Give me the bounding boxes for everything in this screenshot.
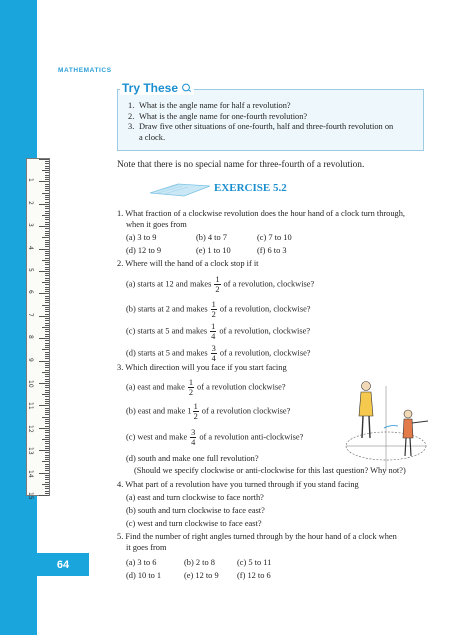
ruler-tick (39, 271, 49, 272)
ruler-tick (42, 394, 49, 395)
question-2: 2. Where will the hand of a clock stop if it (117, 259, 259, 268)
ruler-tick (45, 414, 49, 415)
q3-option-c: (c) west and make $\frac{3}{4}$ of a revolution anti-clockwise? (126, 428, 304, 447)
exercise-title: EXERCISE 5.2 (214, 182, 287, 194)
ruler-tick (45, 186, 49, 187)
q3-option-b: (b) east and make 1 $\frac{1}{2}$ of a revolution clockwise? (126, 402, 291, 421)
ruler-tick (45, 358, 49, 359)
ruler-tick (45, 222, 49, 223)
ruler-tick (45, 161, 49, 162)
ruler-tick (42, 193, 49, 194)
ruler-tick (45, 468, 49, 469)
q3-option-a: (a) east and make $\frac{1}{2}$ of a revolution clockwise? (126, 378, 286, 397)
ruler-number: 14 (27, 469, 34, 478)
try-these-list (128, 101, 424, 144)
ruler-tick (45, 224, 49, 225)
ruler-tick (45, 443, 49, 444)
ruler-tick (45, 246, 49, 247)
ruler-tick (42, 372, 49, 373)
ruler-tick (42, 349, 49, 350)
q2-option-b: (b) starts at 2 and makes $\frac{1}{2}$ of a revolution, clockwise? (126, 300, 311, 319)
ruler-tick (42, 461, 49, 462)
ruler-number: 6 (27, 290, 34, 295)
ruler-tick (45, 208, 49, 209)
ruler-tick (45, 179, 49, 180)
ruler-tick (45, 311, 49, 312)
ruler-tick (45, 488, 49, 489)
ruler-tick (45, 466, 49, 467)
ruler-tick (45, 213, 49, 214)
ruler-number: 13 (27, 447, 34, 455)
ruler-tick (45, 423, 49, 424)
ruler-tick (39, 316, 49, 317)
ruler-graphic (26, 158, 50, 500)
try-these-label: Try These (122, 81, 179, 95)
q2-option-d: (d) starts at 5 and makes $\frac{3}{4}$ of a revolution, clockwise? (126, 344, 311, 363)
ruler-tick (45, 318, 49, 319)
ruler-tick (39, 204, 49, 205)
ruler-tick (45, 482, 49, 483)
ruler-tick (45, 354, 49, 355)
q1-option-a: (a) 3 to 9 (126, 233, 157, 242)
ruler-tick (45, 320, 49, 321)
ruler-tick (39, 495, 49, 496)
ruler-tick (39, 405, 49, 406)
ruler-tick (45, 374, 49, 375)
ruler-number: 12 (27, 424, 34, 433)
ruler-number: 15 (27, 492, 34, 500)
ruler-tick (42, 327, 49, 328)
ruler-tick (45, 163, 49, 164)
ruler-number: 11 (27, 402, 34, 411)
ruler-tick (45, 410, 49, 411)
ruler-number: 8 (27, 335, 34, 340)
ruler-tick (39, 338, 49, 339)
ruler-number: 9 (27, 357, 34, 362)
ruler-tick (42, 484, 49, 485)
ruler-tick (45, 352, 49, 353)
ruler-tick (45, 211, 49, 212)
ruler-tick (45, 168, 49, 169)
ruler-tick (45, 455, 49, 456)
question-1: 1. What fraction of a clockwise revolution does the hour hand of a clock turn through, (117, 209, 406, 218)
ruler-tick (45, 206, 49, 207)
ruler-tick (45, 457, 49, 458)
ruler-tick (45, 323, 49, 324)
ruler-tick (39, 450, 49, 451)
ruler-tick (39, 383, 49, 384)
ruler-tick (45, 435, 49, 436)
running-head: MATHEMATICS (58, 67, 112, 74)
q5-option-e: (e) 12 to 9 (184, 571, 219, 580)
ruler-tick (45, 432, 49, 433)
ruler-tick (45, 284, 49, 285)
q1-option-e: (e) 1 to 10 (196, 246, 231, 255)
question-3: 3. Which direction will you face if you start facing (117, 363, 287, 372)
ruler-tick (45, 363, 49, 364)
ruler-tick (45, 177, 49, 178)
ruler-tick (45, 219, 49, 220)
ruler-tick (45, 166, 49, 167)
ruler-tick (39, 226, 49, 227)
ruler-tick (45, 345, 49, 346)
ruler-tick (45, 296, 49, 297)
list-item: 3. Draw five other situations of one-fourth, half and three-fourth revolution on (128, 122, 394, 132)
ruler-tick (45, 202, 49, 203)
ruler-tick (45, 479, 49, 480)
ruler-tick (45, 399, 49, 400)
ruler-tick (39, 181, 49, 182)
ruler-tick (42, 417, 49, 418)
ruler-number: 1 (27, 178, 34, 183)
ruler-tick (45, 184, 49, 185)
ruler-tick (45, 199, 49, 200)
ruler-tick (45, 419, 49, 420)
ruler-tick (45, 309, 49, 310)
list-item: 2. What is the angle name for one-fourth revolution? (128, 111, 308, 121)
magnifier-icon (181, 81, 192, 95)
ruler-tick (45, 448, 49, 449)
ruler-tick (45, 430, 49, 431)
ruler-tick (45, 452, 49, 453)
q3-option-d: (d) south and make one full revolution? (126, 454, 259, 463)
q4-option-b: (b) south and turn clockwise to face east? (126, 506, 265, 515)
ruler-tick (45, 289, 49, 290)
ruler-tick (45, 217, 49, 218)
ruler-tick (45, 278, 49, 279)
ruler-tick (45, 231, 49, 232)
question-1-line2: when it goes from (126, 220, 187, 229)
q1-option-f: (f) 6 to 3 (257, 246, 287, 255)
ruler-tick (45, 251, 49, 252)
ruler-tick (45, 437, 49, 438)
q2-option-a: (a) starts at 12 and makes $\frac{1}{2}$ of a revolution, clockwise? (126, 275, 315, 294)
ruler-tick (45, 367, 49, 368)
ruler-tick (45, 188, 49, 189)
q5-option-f: (f) 12 to 6 (237, 571, 271, 580)
person-turning-figure (340, 366, 432, 476)
ruler-tick (45, 255, 49, 256)
ruler-tick (45, 264, 49, 265)
ruler-number: 4 (27, 245, 34, 250)
ruler-tick (45, 262, 49, 263)
ruler-tick (45, 325, 49, 326)
ruler-tick (45, 269, 49, 270)
ruler-tick (42, 260, 49, 261)
ruler-tick (45, 253, 49, 254)
ruler-tick (45, 387, 49, 388)
ruler-tick (45, 275, 49, 276)
ruler-number: 3 (27, 223, 34, 228)
ruler-tick (45, 491, 49, 492)
q5-option-a: (a) 3 to 6 (126, 558, 157, 567)
q1-option-d: (d) 12 to 9 (126, 246, 162, 255)
ruler-tick (42, 439, 49, 440)
ruler-tick (42, 215, 49, 216)
ruler-tick (45, 390, 49, 391)
ruler-tick (45, 190, 49, 191)
q4-option-c: (c) west and turn clockwise to face east? (126, 519, 262, 528)
try-these-title (120, 81, 194, 95)
ruler-tick (45, 408, 49, 409)
ruler-tick (45, 470, 49, 471)
ruler-tick (45, 426, 49, 427)
ruler-tick (39, 293, 49, 294)
ruler-tick (45, 475, 49, 476)
q2-option-c: (c) starts at 5 and makes $\frac{1}{4}$ of a revolution, clockwise? (126, 322, 311, 341)
ruler-tick (45, 340, 49, 341)
ruler-tick (45, 280, 49, 281)
ruler-tick (45, 172, 49, 173)
ruler-tick (45, 300, 49, 301)
ruler-tick (39, 249, 49, 250)
ruler-tick (42, 237, 49, 238)
ruler-tick (45, 242, 49, 243)
q5-option-b: (b) 2 to 8 (184, 558, 215, 567)
ruler-tick (45, 370, 49, 371)
ruler-tick (45, 291, 49, 292)
ruler-tick (45, 343, 49, 344)
q1-option-b: (b) 4 to 7 (196, 233, 227, 242)
ruler-tick (45, 307, 49, 308)
ruler-tick (45, 446, 49, 447)
ruler-tick (39, 428, 49, 429)
ruler-tick (45, 376, 49, 377)
q5-option-d: (d) 10 to 1 (126, 571, 162, 580)
ruler-tick (45, 287, 49, 288)
ruler-tick (39, 361, 49, 362)
ruler-tick (45, 385, 49, 386)
ruler-tick (45, 273, 49, 274)
ruler-number: 7 (27, 312, 34, 317)
ruler-tick (45, 347, 49, 348)
ruler-tick (45, 302, 49, 303)
note-text: Note that there is no special name for three-fourth of a revolution. (117, 160, 365, 170)
ruler-tick (39, 159, 49, 160)
q1-option-c: (c) 7 to 10 (257, 233, 292, 242)
ruler-tick (42, 282, 49, 283)
ruler-tick (45, 298, 49, 299)
list-item: a clock. (139, 133, 166, 143)
ruler-tick (45, 258, 49, 259)
ruler-tick (42, 170, 49, 171)
ruler-tick (45, 356, 49, 357)
book-icon (148, 181, 212, 197)
ruler-tick (45, 392, 49, 393)
ruler-tick (45, 197, 49, 198)
ruler-tick (45, 233, 49, 234)
q3-note: (Should we specify clockwise or anti-clockwise for this last question? Why not?) (134, 466, 406, 475)
ruler-tick (45, 334, 49, 335)
ruler-number: 5 (27, 268, 34, 272)
ruler-tick (45, 477, 49, 478)
question-5: 5. Find the number of right angles turned through by the hour hand of a clock when (117, 532, 397, 541)
ruler-tick (45, 175, 49, 176)
ruler-tick (45, 486, 49, 487)
ruler-tick (45, 267, 49, 268)
ruler-tick (45, 329, 49, 330)
ruler-tick (45, 336, 49, 337)
ruler-tick (45, 396, 49, 397)
ruler-tick (45, 195, 49, 196)
ruler-tick (45, 240, 49, 241)
ruler-tick (45, 421, 49, 422)
question-4: 4. What part of a revolution have you turned through if you stand facing (117, 480, 359, 489)
ruler-tick (45, 401, 49, 402)
ruler-tick (45, 228, 49, 229)
ruler-tick (42, 305, 49, 306)
ruler-tick (45, 235, 49, 236)
ruler-number: 2 (27, 200, 34, 205)
ruler-tick (45, 403, 49, 404)
ruler-tick (45, 314, 49, 315)
ruler-number: 10 (27, 380, 34, 388)
page-number: 64 (37, 553, 89, 576)
ruler-tick (45, 365, 49, 366)
ruler-tick (45, 244, 49, 245)
ruler-tick (45, 379, 49, 380)
ruler-tick (45, 493, 49, 494)
ruler-tick (45, 412, 49, 413)
ruler-tick (45, 459, 49, 460)
question-5-line2: it goes from (126, 543, 167, 552)
q5-option-c: (c) 5 to 11 (237, 558, 272, 567)
q4-option-a: (a) east and turn clockwise to face north? (126, 493, 264, 502)
ruler-tick (45, 381, 49, 382)
ruler-tick (45, 464, 49, 465)
ruler-tick (39, 473, 49, 474)
ruler-tick (45, 331, 49, 332)
list-item: 1. What is the angle name for half a revolution? (128, 101, 291, 110)
ruler-tick (45, 441, 49, 442)
